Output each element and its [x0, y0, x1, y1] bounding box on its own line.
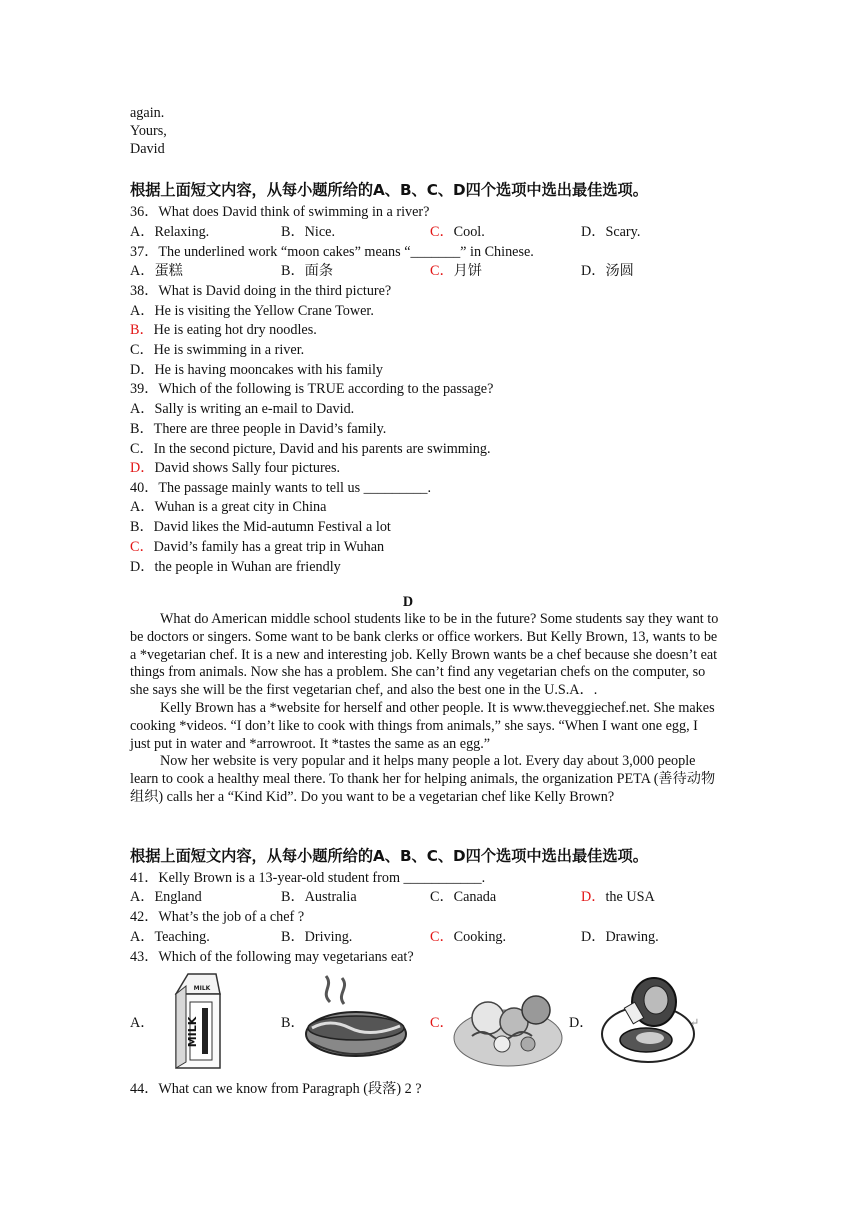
- section-instruction: 根据上面短文内容，从每小题所给的A、B、C、D四个选项中选出最佳选项。: [130, 181, 648, 199]
- paragraph-mark: ↵: [690, 1017, 700, 1029]
- option-a: A．Sally is writing an e-mail to David.: [130, 401, 355, 417]
- option-a: A．He is visiting the Yellow Crane Tower.: [130, 303, 374, 319]
- meat-icon: [598, 974, 698, 1066]
- vegetables-icon: [452, 982, 564, 1068]
- question-38: 38．What is David doing in the third picture?: [130, 283, 392, 299]
- option-b: B．面条: [281, 263, 334, 279]
- hot-dog-icon: [300, 972, 410, 1066]
- option-c: C．: [430, 1015, 454, 1031]
- option-c: C．In the second picture, David and his parents are swimming.: [130, 441, 491, 457]
- option-a: A．England: [130, 889, 202, 905]
- option-b: B．: [281, 1015, 305, 1031]
- option-c: C．月饼: [430, 263, 483, 279]
- question-39: 39．Which of the following is TRUE according to the passage?: [130, 381, 494, 397]
- option-d: D．: [569, 1015, 594, 1031]
- section-letter: D: [402, 594, 414, 610]
- paragraph-1: What do American middle school students like to be in the future? Some students say they want to be doctors or singers. Some want to be bank clerks or office workers. But Kelly Brown, 13, wants to be a *vegetarian chef. It is a new and interesting job. Kelly Brown wants be a chef because she doesn’t eat things from animals. Now she has a problem. She can’t find any vegetarian chefs on the computer, so she says she will be the first vegetarian chef, and also the best one in the U.S.A．.: [130, 611, 719, 699]
- option-d: D．Scary.: [581, 224, 641, 240]
- option-d: D．the USA: [581, 889, 655, 905]
- question-37: 37．The underlined work “moon cakes” means “_______” in Chinese.: [130, 244, 534, 260]
- closing-line: Yours,: [130, 123, 167, 139]
- question-40: 40．The passage mainly wants to tell us _________.: [130, 480, 432, 496]
- option-b: B．Australia: [281, 889, 357, 905]
- closing-signature: David: [130, 141, 165, 157]
- question-42: 42．What’s the job of a chef ?: [130, 909, 305, 925]
- option-b: B．He is eating hot dry noodles.: [130, 322, 317, 338]
- question-44: 44．What can we know from Paragraph (段落) 2 ?: [130, 1081, 422, 1097]
- option-a: A．Teaching.: [130, 929, 210, 945]
- option-a: A．Wuhan is a great city in China: [130, 499, 327, 515]
- option-d: D．He is having mooncakes with his family: [130, 362, 383, 378]
- option-a: A．蛋糕: [130, 263, 183, 279]
- milk-label: MILK: [186, 1016, 199, 1048]
- milk-top-label: MILK: [193, 985, 211, 992]
- option-d: D．the people in Wuhan are friendly: [130, 559, 341, 575]
- option-a: A．: [130, 1015, 155, 1031]
- option-b: B．There are three people in David’s family.: [130, 421, 387, 437]
- option-b: B．Driving.: [281, 929, 353, 945]
- paragraph-2: Kelly Brown has a *website for herself and other people. It is www.theveggiechef.net. She makes cooking *videos. “I don’t like to cook with things from animals,” she says. “When I want one egg, I just put in water and *arrowroot. It *tastes the same as an egg.”: [130, 699, 715, 752]
- milk-carton-icon: [168, 972, 226, 1070]
- option-c: C．He is swimming in a river.: [130, 342, 305, 358]
- section-instruction: 根据上面短文内容，从每小题所给的A、B、C、D四个选项中选出最佳选项。: [130, 847, 648, 865]
- option-c: C．Cool.: [430, 224, 485, 240]
- question-43: 43．Which of the following may vegetarians eat?: [130, 949, 414, 965]
- option-d: D．Drawing.: [581, 929, 659, 945]
- paragraph-3: Now her website is very popular and it helps many people a lot. Every day about 3,000 people learn to cook a healthy meal there. To thank her for helping animals, the organization PETA (善待动物组织) calls her a “Kind Kid”. Do you want to be a vegetarian chef like Kelly Brown?: [130, 753, 716, 805]
- option-b: B．David likes the Mid-autumn Festival a lot: [130, 519, 391, 535]
- question-36: 36．What does David think of swimming in a river?: [130, 204, 430, 220]
- option-d: D．汤圆: [581, 263, 634, 279]
- option-b: B．Nice.: [281, 224, 335, 240]
- option-a: A．Relaxing.: [130, 224, 210, 240]
- option-c: C．Cooking.: [430, 929, 507, 945]
- closing-line: again.: [130, 105, 165, 121]
- passage: [130, 611, 720, 807]
- question-41: 41．Kelly Brown is a 13-year-old student from ___________.: [130, 870, 486, 886]
- option-c: C．Canada: [430, 889, 497, 905]
- option-c: C．David’s family has a great trip in Wuhan: [130, 539, 385, 555]
- option-d: D．David shows Sally four pictures.: [130, 460, 341, 476]
